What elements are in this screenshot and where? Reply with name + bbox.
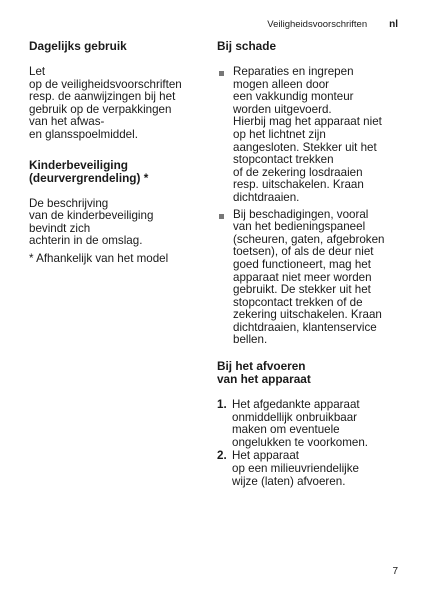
text-line: Let [29,65,46,78]
text-line: bellen. [233,333,268,347]
list-item [217,209,397,348]
text-line: mogen alleen door [233,77,330,91]
text-line: van de kinderbeveiliging [29,209,154,223]
text-line: Het apparaat [232,449,300,463]
damage-heading: Bij schade [217,39,277,53]
text-line: op de veiligheidsvoorschriften [29,77,182,91]
text-line: van het bedieningspaneel [233,220,366,234]
text-line: Bij beschadigingen, vooral [233,207,369,221]
text-line: aangesloten. Stekker uit het [233,140,377,154]
text-line: Het afgedankte apparaat [232,398,360,412]
heading-line: Bij het afvoeren [217,359,306,374]
daily-use-heading: Dagelijks gebruik [29,39,127,53]
text-line: en glansspoelmiddel. [29,127,138,141]
text-line: resp. uitschakelen. Kraan [233,178,364,192]
text-line: wijze (laten) afvoeren. [232,474,346,488]
list-item [217,399,397,449]
square-bullet-icon [219,214,224,219]
text-line: (scheuren, gaten, afgebroken [233,232,385,246]
text-line: apparaat niet meer worden [233,270,372,284]
disposal-heading [217,360,397,386]
text-line: resp. de aanwijzingen bij het [29,90,176,104]
text-line: van het afwas- [29,115,105,129]
text-line: stopcontact trekken [233,153,334,167]
header-title: Veiligheidsvoorschriften [267,19,368,30]
model-footnote: * Afhankelijk van het model [29,251,169,265]
heading-line: van het apparaat [217,372,311,387]
text-line: op een milieuvriendelijke [232,462,359,476]
text-line: worden uitgevoerd. [233,102,332,116]
child-lock-heading [29,159,199,185]
text-line: op het lichtnet zijn [233,127,326,141]
text-line: achterin in de omslag. [29,234,143,248]
text-line: Reparaties en ingrepen [233,65,354,78]
square-bullet-icon [219,71,224,76]
text-line: Hierbij mag het apparaat niet [233,115,382,129]
step-number: 2. [217,449,227,463]
text-line: dichtdraaien. [233,190,300,204]
text-line: stopcontact trekken of de [233,295,363,309]
damage-list [217,66,397,347]
daily-use-text [29,66,199,142]
text-line: goed functioneert, mag het [233,257,371,271]
child-lock-text [29,198,199,248]
disposal-steps [217,399,397,488]
text-line: ongelukken te voorkomen. [232,435,368,449]
text-line: De beschrijving [29,196,109,210]
text-line: toetsen), of als de deur niet [233,245,374,259]
list-item [217,450,397,488]
text-line: gebruikt. De stekker uit het [233,283,371,297]
text-line: onmiddellijk onbruikbaar [232,410,358,424]
step-number: 1. [217,398,227,412]
text-line: zekering uitschakelen. Kraan [233,308,382,322]
text-line: een vakkundig monteur [233,90,354,104]
text-line: bevindt zich [29,221,91,235]
page-number: 7 [392,566,398,577]
text-line: maken om eventuele [232,423,340,437]
text-line: gebruik op de verpakkingen [29,102,172,116]
left-column [29,40,199,266]
language-code: nl [389,19,398,30]
text-line: of de zekering losdraaien [233,165,363,179]
right-column [217,40,397,489]
page-header [267,19,398,30]
heading-line: Kinderbeveiliging [29,157,128,172]
text-line: dichtdraaien, klantenservice [233,320,377,334]
heading-line: (deurvergrendeling) * [29,170,149,185]
list-item [217,66,397,205]
